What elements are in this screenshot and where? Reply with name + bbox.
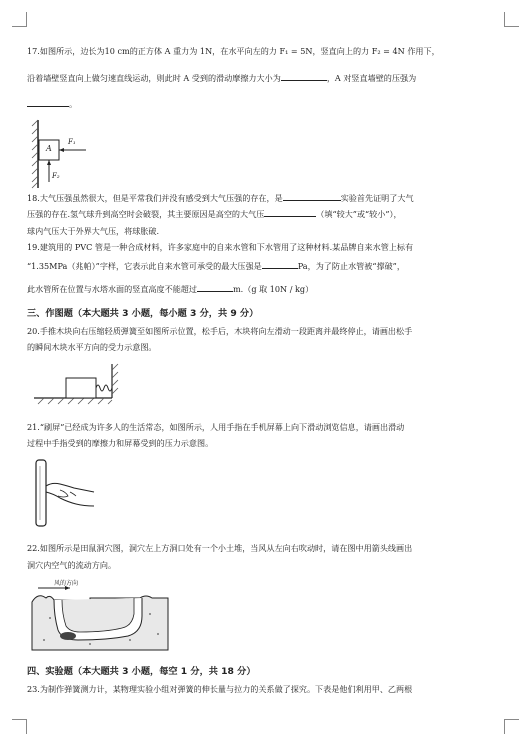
answer-blank[interactable]	[197, 282, 233, 292]
answer-blank[interactable]	[262, 259, 298, 269]
force-f1-label: F₁	[68, 138, 76, 146]
q23-line1: 23.为制作弹簧测力计，某物理实验小组对弹簧的伸长量与拉力的关系做了探究。下表是他们利用甲、乙两根	[27, 684, 413, 694]
q20-line1: 20.手推木块向右压缩轻质弹簧至如图所示位置，松手后，木块将向左滑动一段距离并最终停止，请画出松手	[27, 326, 413, 336]
crop-mark-top-left	[12, 12, 27, 27]
q22-line2: 洞穴内空气的流动方向。	[27, 560, 117, 570]
section-3-heading: 三、作图题（本大题共 3 小题，每小题 3 分，共 9 分）	[27, 308, 259, 319]
force-f2-label: F₂	[52, 172, 60, 180]
wind-direction-label: 风的方向	[54, 580, 79, 587]
block-a-label: A	[46, 144, 52, 153]
q18-line2: 压强的存在.氢气球升到高空时会破裂，其主要原因是高空的大气压 （填“较大”或“较小”），	[27, 209, 402, 219]
answer-blank[interactable]	[281, 71, 327, 81]
q17-line3: 。	[27, 97, 505, 112]
crop-mark-top-right	[504, 12, 519, 27]
q20-line2: 的瞬间木块水平方向的受力示意图。	[27, 342, 157, 352]
q18-line3: 球内气压大于外界大气压，将球胀破.	[27, 226, 160, 236]
q17-figure	[30, 118, 100, 190]
q22-figure	[30, 578, 170, 652]
answer-blank[interactable]	[27, 97, 69, 107]
q17-line1: 17.如图所示，边长为10 cm的正方体 A 重力为 1N，在水平向左的力 F₁ = 5N，竖直向上的力 F₂ = 4N 作用下，	[27, 46, 440, 56]
crop-mark-bottom-left	[12, 719, 27, 734]
section-4-heading: 四、实验题（本大题共 3 小题，每空 1 分，共 18 分）	[27, 666, 256, 677]
q19-line3: 此水管所在位置与水塔水面的竖直高度不能超过 m.（g 取 10N / kg）	[27, 284, 314, 294]
q21-line1: 21.“刷屏”已经成为许多人的生活常态，如图所示，人用手指在手机屏幕上向下滑动浏览信息，请画出滑动	[27, 422, 405, 432]
crop-mark-bottom-right	[504, 719, 519, 734]
answer-blank[interactable]	[264, 207, 316, 217]
q19-line2: “1.35MPa（兆帕）”字样，它表示此自来水管可承受的最大压强是 Pa，为了防止水管被“撑破”，	[27, 261, 405, 271]
q20-figure	[30, 360, 120, 408]
q19-line1: 19.建筑用的 PVC 管是一种合成材料，许多家庭中的自来水管和下水管用了这种材料.某品牌自来水管上标有	[27, 242, 414, 252]
q21-figure	[30, 458, 98, 530]
q22-line1: 22.如图所示是田鼠洞穴图，洞穴左上方洞口处有一个小土堆，当风从左向右吹动时，请在图中用箭头线画出	[27, 543, 413, 553]
q18-line1: 18.大气压强虽然很大，但是平常我们并没有感受到大气压强的存在，是 实验首先证明了大气	[27, 193, 414, 203]
answer-blank[interactable]	[283, 191, 341, 201]
q17-line2: 沿着墙壁竖直向上做匀速直线运动，则此时 A 受到的滑动摩擦力大小为 ，A 对竖直墙壁的压强为	[27, 73, 417, 83]
q21-line2: 过程中手指受到的摩擦力和屏幕受到的压力示意图。	[27, 438, 214, 448]
